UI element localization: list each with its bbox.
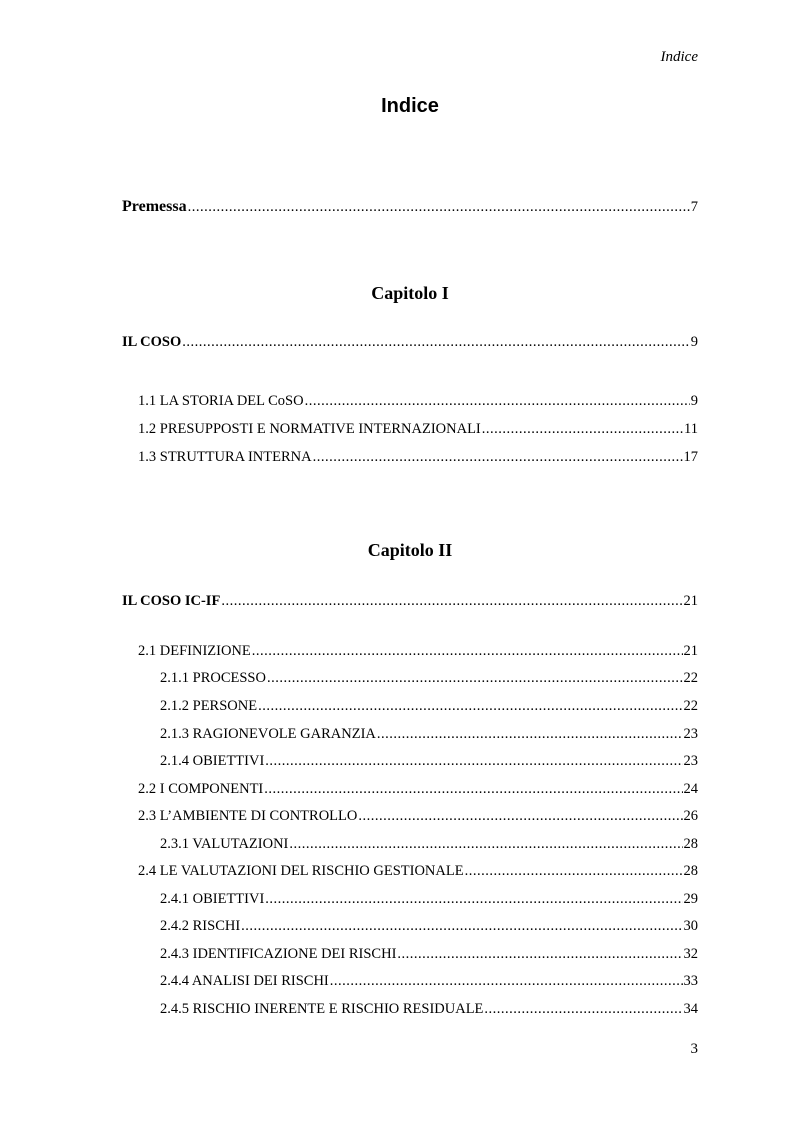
toc-entry-page: 17	[683, 449, 698, 465]
toc-entry-page: 34	[683, 1001, 698, 1017]
dot-leader	[305, 393, 690, 410]
toc-entry-label: 1.3 STRUTTURA INTERNA	[138, 449, 312, 465]
dot-leader	[258, 698, 682, 715]
dot-leader	[265, 753, 682, 770]
toc-entry-page: 28	[683, 863, 698, 879]
toc-entry-chapter-1	[122, 334, 698, 356]
dot-leader	[358, 808, 682, 825]
toc-entry-2-1-3	[160, 726, 698, 748]
toc-entry-2-4-4	[160, 973, 698, 995]
toc-entry-2-4-3	[160, 946, 698, 968]
dot-leader	[313, 449, 683, 466]
toc-entry-2-4-1	[160, 891, 698, 913]
toc-entry-2-3-1	[160, 836, 698, 858]
chapter-heading-2: Capitolo II	[367, 540, 453, 560]
page-title: Indice	[381, 95, 439, 117]
toc-entry-label: 2.4.2 RISCHI	[160, 918, 241, 934]
toc-entry-label: 2.4.3 IDENTIFICAZIONE DEI RISCHI	[160, 946, 397, 962]
dot-leader	[330, 973, 683, 990]
toc-entry-label: 1.2 PRESUPPOSTI E NORMATIVE INTERNAZIONALI	[138, 421, 481, 437]
toc-entry-label: 2.4.5 RISCHIO INERENTE E RISCHIO RESIDUALE	[160, 1001, 484, 1017]
dot-leader	[265, 891, 682, 908]
dot-leader	[241, 918, 682, 935]
dot-leader	[482, 421, 683, 438]
toc-entry-chapter-2	[122, 593, 698, 615]
dot-leader	[182, 334, 690, 351]
toc-entry-page: 22	[683, 670, 698, 686]
dot-leader	[188, 199, 690, 216]
page-number: 3	[690, 1041, 698, 1057]
dot-leader	[289, 836, 682, 853]
toc-entry-page: 26	[683, 808, 698, 824]
toc-entry-label: 2.1 DEFINIZIONE	[138, 643, 251, 659]
toc-entry-label: 2.3.1 VALUTAZIONI	[160, 836, 289, 852]
toc-entry-1-2	[138, 421, 698, 443]
toc-entry-page: 33	[683, 973, 698, 989]
toc-entry-page: 9	[690, 334, 698, 350]
toc-entry-2-2	[138, 781, 698, 803]
toc-entry-page: 24	[683, 781, 698, 797]
toc-entry-label: 1.1 LA STORIA DEL CoSO	[138, 393, 304, 409]
dot-leader	[377, 726, 683, 743]
toc-entry-label: 2.3 L’AMBIENTE DI CONTROLLO	[138, 808, 358, 824]
toc-entry-label: 2.1.3 RAGIONEVOLE GARANZIA	[160, 726, 376, 742]
toc-entry-label: 2.2 I COMPONENTI	[138, 781, 264, 797]
dot-leader	[221, 593, 682, 610]
toc-entry-page: 23	[683, 753, 698, 769]
toc-entry-page: 9	[690, 393, 698, 409]
dot-leader	[267, 670, 683, 687]
toc-entry-page: 29	[683, 891, 698, 907]
toc-entry-2-3	[138, 808, 698, 830]
toc-entry-label: 2.1.2 PERSONE	[160, 698, 258, 714]
toc-entry-page: 28	[683, 836, 698, 852]
toc-entry-2-4-5	[160, 1001, 698, 1023]
toc-entry-page: 32	[683, 946, 698, 962]
toc-entry-label: Premessa	[122, 198, 187, 215]
dot-leader	[397, 946, 682, 963]
toc-entry-1-1	[138, 393, 698, 415]
chapter-heading-1: Capitolo I	[371, 283, 449, 303]
toc-entry-label: 2.4.4 ANALISI DEI RISCHI	[160, 973, 329, 989]
toc-entry-label: 2.1.1 PROCESSO	[160, 670, 266, 686]
toc-entry-page: 22	[683, 698, 698, 714]
running-head: Indice	[660, 49, 698, 65]
toc-entry-page: 23	[683, 726, 698, 742]
toc-entry-2-4-2	[160, 918, 698, 940]
dot-leader	[465, 863, 683, 880]
toc-entry-page: 7	[690, 199, 698, 215]
toc-entry-label: IL COSO IC-IF	[122, 593, 221, 609]
dot-leader	[264, 781, 682, 798]
toc-entry-1-3	[138, 449, 698, 471]
dot-leader	[484, 1001, 682, 1018]
toc-entry-page: 21	[683, 643, 698, 659]
toc-entry-label: 2.4.1 OBIETTIVI	[160, 891, 265, 907]
toc-entry-label: 2.4 LE VALUTAZIONI DEL RISCHIO GESTIONALE	[138, 863, 464, 879]
dot-leader	[252, 643, 683, 660]
toc-entry-2-1-2	[160, 698, 698, 720]
toc-entry-page: 21	[683, 593, 698, 609]
toc-entry-2-1-1	[160, 670, 698, 692]
toc-entry-2-4	[138, 863, 698, 885]
toc-entry-label: 2.1.4 OBIETTIVI	[160, 753, 265, 769]
toc-entry-page: 11	[684, 421, 698, 437]
toc-entry-page: 30	[683, 918, 698, 934]
toc-entry-2-1-4	[160, 753, 698, 775]
toc-entry-2-1	[138, 643, 698, 665]
toc-entry-label: IL COSO	[122, 334, 182, 350]
toc-entry-premessa	[122, 198, 698, 220]
